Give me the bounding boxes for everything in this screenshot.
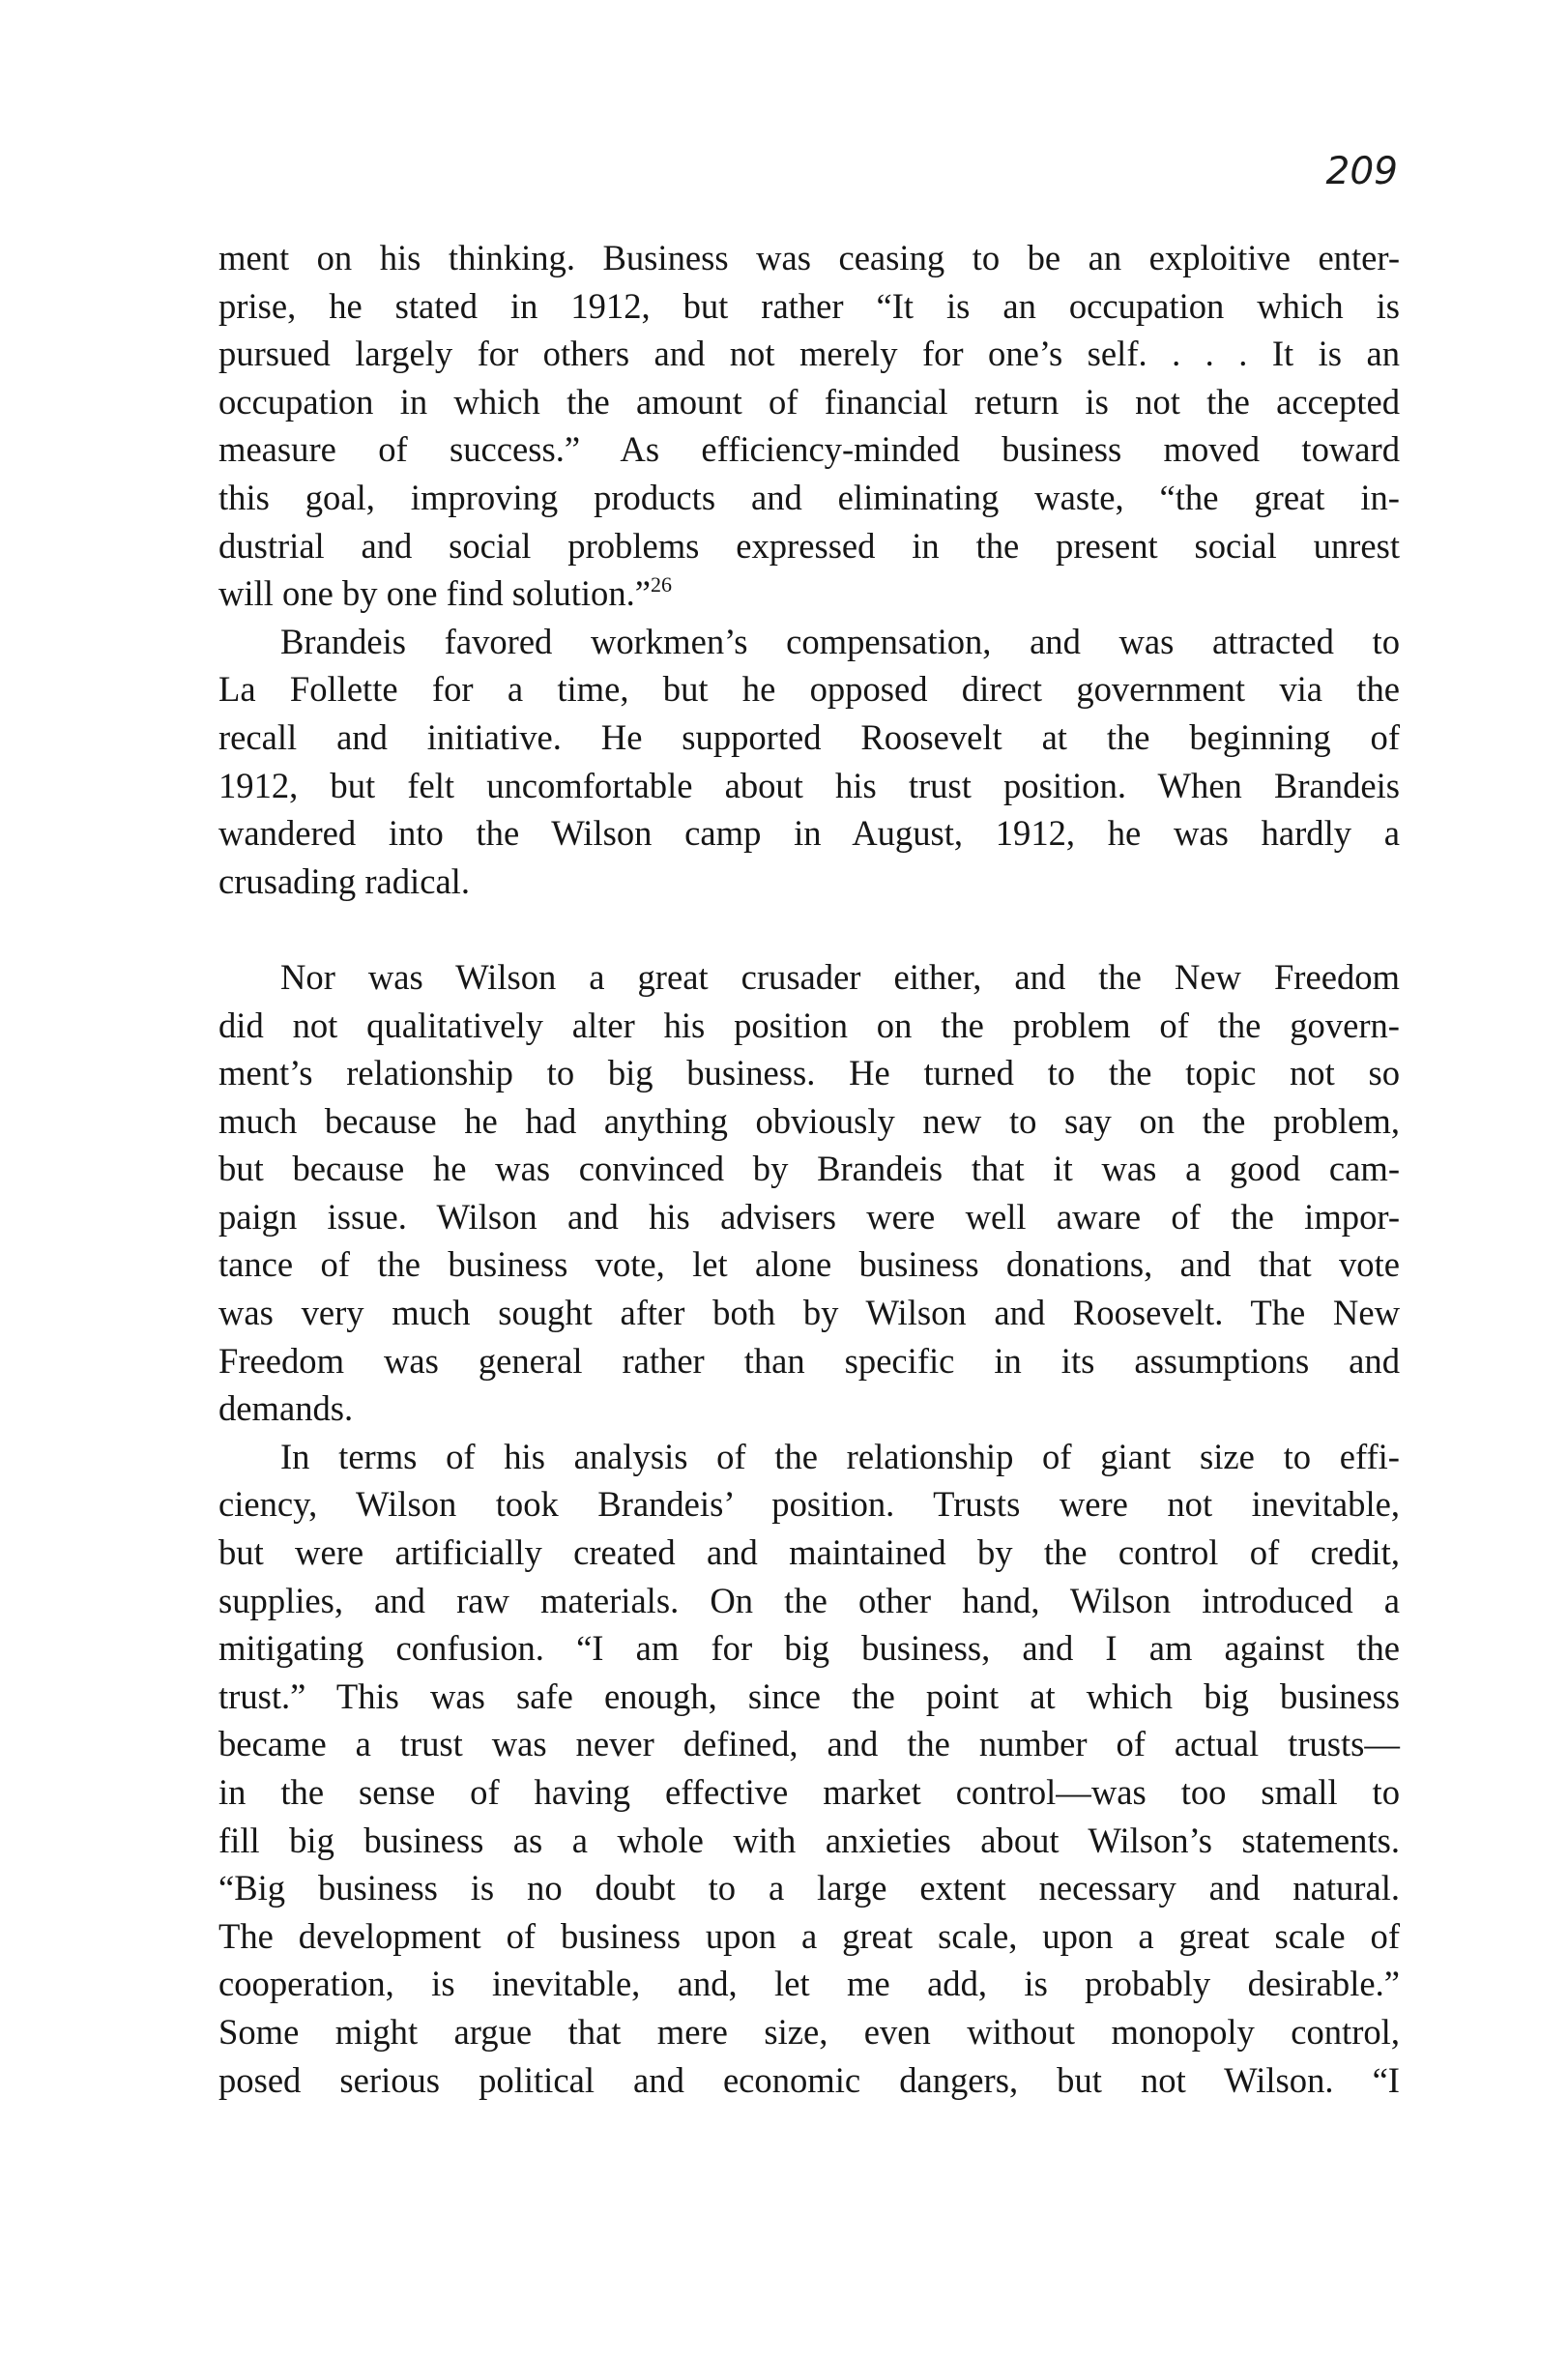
- paragraph: [218, 1433, 1400, 2104]
- text-line: did not qualitatively alter his position on the problem of the govern-: [218, 1005, 1400, 1045]
- text-line: prise, he stated in 1912, but rather “It is an occupation which is: [218, 285, 1400, 326]
- text-line: “Big business is no doubt to a large extent necessary and natural.: [218, 1868, 1400, 1908]
- text-line: paign issue. Wilson and his advisers were well aware of the impor-: [218, 1196, 1400, 1237]
- text-line: ment on his thinking. Business was ceasing to be an exploitive enter-: [218, 238, 1400, 277]
- text-line: ment’s relationship to big business. He turned to the topic not so: [218, 1053, 1400, 1093]
- text-line: occupation in which the amount of financial return is not the accepted: [218, 381, 1400, 422]
- text-line: dustrial and social problems expressed in the present social unrest: [218, 525, 1400, 566]
- text-line: pursued largely for others and not merely for one’s self. . . . It is an: [218, 334, 1400, 374]
- text-line: this goal, improving products and eliminating waste, “the great in-: [218, 477, 1400, 517]
- text-line: tance of the business vote, let alone business donations, and that vote: [218, 1244, 1400, 1285]
- text-line: cooperation, is inevitable, and, let me add, is probably desirable.”: [218, 1964, 1400, 2004]
- text-line: crusading radical.: [218, 860, 470, 901]
- text-line: became a trust was never defined, and the number of actual trusts—: [218, 1724, 1400, 1764]
- text-line: much because he had anything obviously new to say on the problem,: [218, 1100, 1400, 1141]
- text-line: will one by one find solution.”$^{26}$: [218, 572, 673, 614]
- text-line: 1912, but felt uncomfortable about his trust position. When Brandeis: [218, 765, 1400, 805]
- text-line: Brandeis favored workmen’s compensation, and was attracted to: [280, 621, 1400, 661]
- text-line: posed serious political and economic dangers, but not Wilson. “I: [218, 2059, 1400, 2100]
- text-line: Some might argue that mere size, even without monopoly control,: [218, 2011, 1400, 2052]
- paragraph: [218, 953, 1400, 1433]
- text-line: recall and initiative. He supported Roosevelt at the beginning of: [218, 716, 1400, 757]
- paragraph: [218, 618, 1400, 906]
- text-line: demands.: [218, 1388, 354, 1429]
- text-line: La Follette for a time, but he opposed direct government via the: [218, 669, 1400, 710]
- text-line: wandered into the Wilson camp in August, 1912, he was hardly a: [218, 813, 1400, 854]
- text-line: in the sense of having effective market control—was too small to: [218, 1772, 1400, 1812]
- text-line: trust.” This was safe enough, since the point at which big business: [218, 1675, 1400, 1716]
- text-line: ciency, Wilson took Brandeis’ position. Trusts were not inevitable,: [218, 1484, 1400, 1525]
- text-line: mitigating confusion. “I am for big business, and I am against the: [218, 1628, 1400, 1669]
- text-line: fill big business as a whole with anxieties about Wilson’s statements.: [218, 1820, 1400, 1860]
- text-line: measure of success.” As efficiency-minded business moved toward: [218, 429, 1400, 470]
- text-line: Freedom was general rather than specific in its assumptions and: [218, 1340, 1400, 1381]
- text-line: but were artificially created and maintained by the control of credit,: [218, 1532, 1400, 1573]
- paragraph: [218, 234, 1400, 618]
- text-line: In terms of his analysis of the relationship of giant size to effi-: [280, 1436, 1400, 1476]
- text-line: The development of business upon a great scale, upon a great scale of: [218, 1915, 1400, 1956]
- footnote-marker: 26: [651, 572, 673, 597]
- text-line: was very much sought after both by Wilson and Roosevelt. The New: [218, 1293, 1400, 1333]
- text-line: Nor was Wilson a great crusader either, and the New Freedom: [280, 956, 1400, 997]
- text-line: supplies, and raw materials. On the other hand, Wilson introduced a: [218, 1580, 1400, 1620]
- page-number: 209: [1325, 150, 1398, 193]
- text-line: but because he was convinced by Brandeis that it was a good cam-: [218, 1149, 1400, 1189]
- body-text: [218, 234, 1400, 2104]
